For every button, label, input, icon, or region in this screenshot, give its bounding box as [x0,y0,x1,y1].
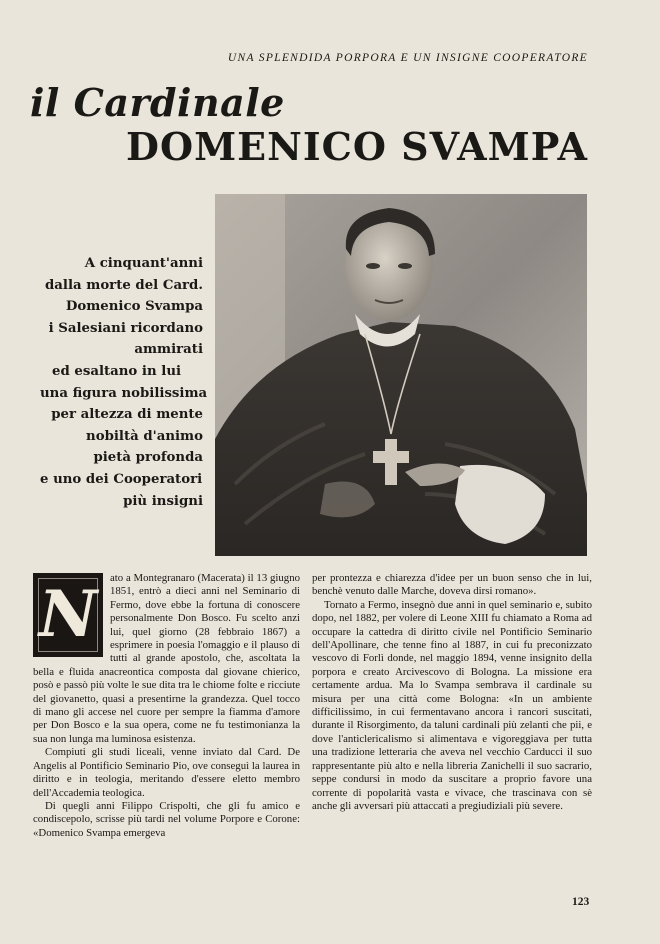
page-number: 123 [572,896,590,908]
title-line-2: DOMENICO SVAMPA [126,124,588,169]
intro-line: pietà profonda [93,450,203,466]
title-line-1: il Cardinale [30,80,285,125]
paragraph: Tornato a Fermo, insegnò due anni in quel seminario e, subito dopo, nel 1882, per volere di Leone XIII fu chiamato a Roma ad occupare la cattedra di diritto civile nel Pontificio Seminario dell'Apollinare, che tenne fino al 1887, in cui fu preconizzato vescovo di Forlì donde, nel maggio 1894, venne insignito della porpora e creato Arcivescovo di Bologna. La missione era certamente ardua. Ma lo Svampa sembrava il cardinale su misura per una città come Bologna: «In un ambiente difficilissimo, in cui fermentavano ancora i rancori suscitati, durante il Risorgimento, da taluni cardinali più zelanti che pii, e dove l'anticlericalismo si alimentava e vigoreggiava per tutta una tradizione letteraria che aveva nel vecchio Carducci il suo rappresentante più alto e nella libreria Zanichelli il suo sacrario, seppe condursi in modo da suscitare a proprio favore una corrente di popolarità vasta e vivace, che trascinava con sè anche gli avversari più attaccati a pregiudiziali più severe. [312,598,592,812]
article-kicker: UNA SPLENDIDA PORPORA E UN INSIGNE COOPERATORE [227,52,588,64]
paragraph: ato a Montegranaro (Macerata) il 13 giugno 1851, entrò a dieci anni nel Seminario di Fermo, dove ebbe la fortuna di conoscere personalmente Don Bosco. Fu scelto anzi lui, quel giorno (28 febbraio 1867) a esprimere in poesia l'omaggio e il plauso di tutti al grande apostolo, che, ascoltata la bella e fluida anacreontica composta dal giovane chierico, posò e passò più volte le sue dita tra le chiome folte e ricciute del giovanetto, quasi a presentirne la grandezza. Quel tocco di mano gli accese nel cuore per sempre la fiamma d'amore per Don Bosco e la sua opera, come ne fu testimonianza la sua non lunga ma luminosa esistenza. [33,572,300,745]
drop-cap-letter: N [38,577,98,653]
cardinal-portrait-photo [215,194,587,556]
body-column-right [312,572,592,813]
intro-line: per altezza di mente [51,407,203,423]
intro-line: dalla morte del Card. [44,277,203,293]
body-column-left [33,572,300,840]
intro-blurb [40,253,208,512]
intro-line: nobiltà d'animo [86,428,203,444]
intro-line: i Salesiani ricordano [48,320,203,336]
intro-line: più insigni [123,493,203,509]
intro-line: Domenico Svampa [65,299,203,315]
paragraph: per prontezza e chiarezza d'idee per un buon senso che in lui, benchè venuto dalle Marche, doveva dirsi romano». [312,572,592,598]
portrait-illustration [215,194,587,556]
intro-line: e uno dei Cooperatori [40,471,203,487]
paragraph: Di quegli anni Filippo Crispolti, che gli fu amico e condiscepolo, scrisse più tardi nel volume Porpore e Corone: «Domenico Svampa emergeva [33,799,300,839]
intro-line: una figura nobilissima [40,385,208,401]
intro-line: ed esaltano in lui [52,363,182,379]
drop-cap-initial [33,573,103,657]
paragraph: Compiuti gli studi liceali, venne inviato dal Card. De Angelis al Pontificio Seminario Pio, ove conseguì la laurea in diritto e in teologia, meritando d'essere eletto membro dell'Accademia teologica. [33,746,300,799]
intro-line: A cinquant'anni [84,256,203,271]
intro-line: ammirati [134,342,203,358]
